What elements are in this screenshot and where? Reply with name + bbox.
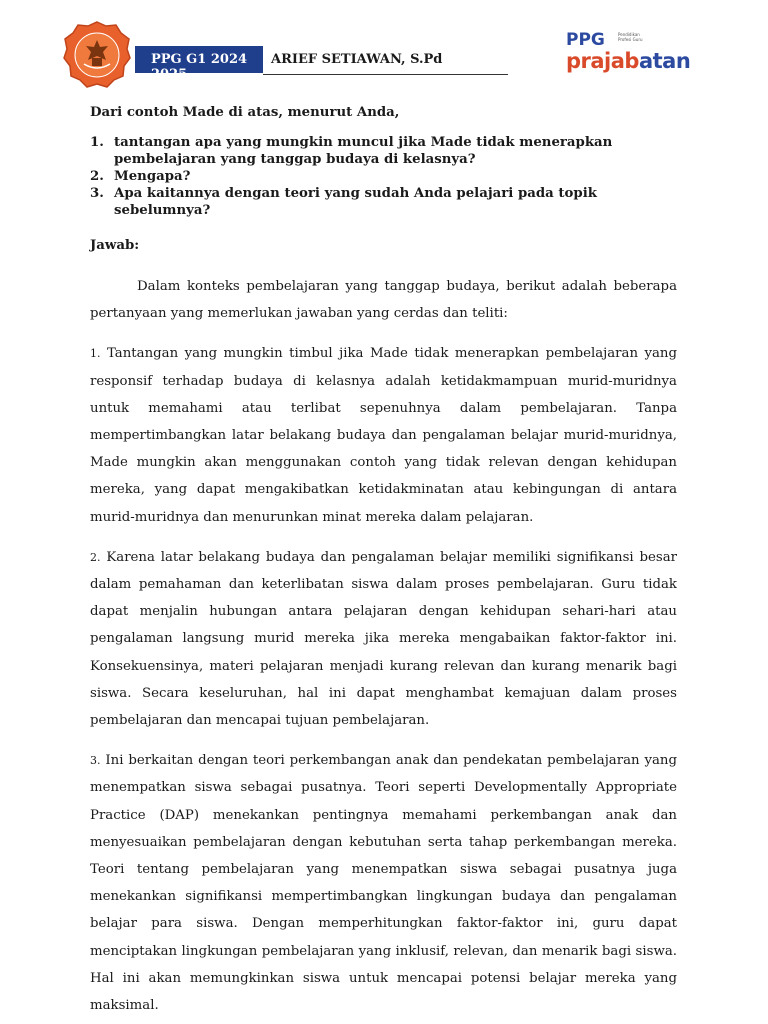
question-number: 1.	[90, 135, 104, 150]
answer-text: Tantangan yang mungkin timbul jika Made tidak menerapkan pembelajaran yang responsif terhadap budaya di kelasnya adalah ketidakmampuan murid-muridnya untuk memahami atau terlibat sepenuhnya dalam pembelajaran. Tanpa mempertimbangkan latar belakang budaya dan pengalaman belajar murid-muridnya, Made mungkin akan menggunakan contoh yang tidak relevan dengan kehidupan mereka, yang dapat mengakibatkan ketidakminatan atau kebingungan di antara murid-muridnya dan menurunkan minat mereka dalam pelajaran.	[90, 346, 677, 525]
page-header	[0, 0, 768, 100]
brand-name	[566, 49, 690, 73]
answer-paragraph	[90, 747, 677, 1019]
question-list	[90, 134, 677, 219]
question-item	[90, 168, 677, 185]
brand-name-main: prajab	[566, 49, 639, 73]
answer-intro: Dalam konteks pembelajaran yang tanggap budaya, berikut adalah beberapa pertanyaan yang memerlukan jawaban yang cerdas dan teliti:	[90, 279, 677, 322]
question-text: Apa kaitannya dengan teori yang sudah Anda pelajari pada topik sebelumnya?	[114, 186, 597, 218]
author-name: ARIEF SETIAWAN, S.Pd	[271, 52, 443, 67]
question-text: tantangan apa yang mungkin muncul jika Made tidak menerapkan pembelajaran yang tanggap budaya di kelasnya?	[114, 135, 613, 167]
header-divider	[263, 74, 508, 75]
answer-number: 1.	[90, 347, 101, 361]
question-text: Mengapa?	[114, 169, 191, 184]
document-body	[90, 104, 677, 1019]
answer-text: Karena latar belakang budaya dan pengalaman belajar memiliki signifikansi besar dalam pemahaman dan keterlibatan siswa dalam proses pembelajaran. Guru tidak dapat menjalin hubungan antara pelajaran dengan kehidupan sehari-hari atau pengalaman langsung murid mereka jika mereka mengabaikan faktor-faktor ini. Konsekuensinya, materi pelajaran menjadi kurang relevan dan kurang menarik bagi siswa. Secara keseluruhan, hal ini dapat menghambat kemajuan dalam proses pembelajaran dan mencapai tujuan pembelajaran.	[90, 549, 677, 729]
university-emblem-icon	[62, 20, 132, 90]
brand-tagline: Pendidikan Profesi Guru	[618, 32, 643, 42]
program-banner	[135, 46, 263, 82]
answer-label: Jawab:	[90, 238, 140, 253]
question-item	[90, 185, 677, 219]
ppg-prajabatan-logo	[566, 30, 691, 78]
intro-text: Dari contoh Made di atas, menurut Anda,	[90, 105, 400, 120]
question-number: 3.	[90, 186, 104, 201]
question-number: 2.	[90, 169, 104, 184]
answer-paragraph	[90, 340, 677, 530]
brand-name-tail: atan	[638, 49, 691, 73]
question-item	[90, 134, 677, 168]
answer-text: Ini berkaitan dengan teori perkembangan anak dan pendekatan pembelajaran yang menempatkan siswa sebagai pusatnya. Teori seperti Developmentally Appropriate Practice (DAP) menekankan pentingnya memahami perkembangan anak dan menyesuaikan pembelajaran dengan kebutuhan serta tahap perkembangan mereka. Teori tentang pembelajaran yang menempatkan siswa sebagai pusatnya juga menekankan signifikansi mempertimbangkan lingkungan budaya dan pengalaman belajar para siswa. Dengan memperhitungkan faktor-faktor ini, guru dapat menciptakan lingkungan pembelajaran yang inklusif, relevan, dan menarik bagi siswa. Hal ini akan memungkinkan siswa untuk mencapai potensi belajar mereka yang maksimal.	[90, 753, 677, 1014]
brand-ppg: PPG	[566, 30, 605, 50]
answer-number: 2.	[90, 550, 101, 564]
banner-text: PPG G1 2024 2025	[151, 52, 248, 82]
answer-number: 3.	[90, 754, 101, 768]
answer-paragraph	[90, 544, 677, 734]
